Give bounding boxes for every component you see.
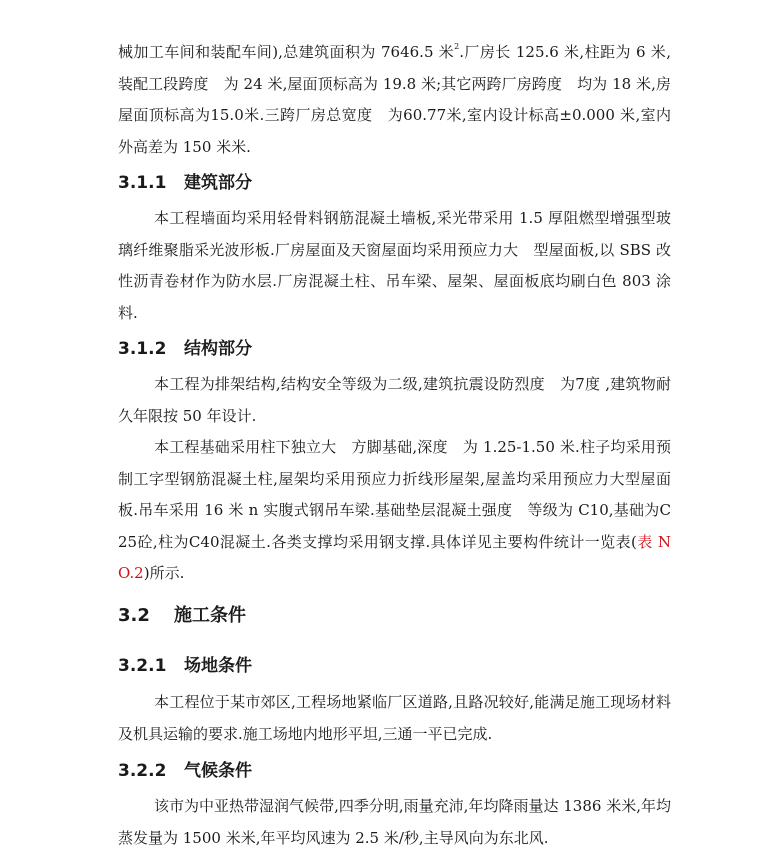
area-unit-superscript: 2 [454, 42, 460, 51]
overview-text-before: 械加工车间和装配车间),总建筑面积为 7646.5 米 [118, 43, 455, 61]
heading-3-1-2 [118, 337, 252, 361]
paragraph-architecture: 本工程墙面均采用轻骨料钢筋混凝土墙板,采光带采用 1.5 厚阻燃型增强型玻璃纤维聚脂采光波形板.厂房屋面及天窗屋面均采用预应力大 型屋面板,以 SBS 改性沥青卷材作为防水层.厂房混凝土柱、吊车梁、屋架、屋面板底均刷白色 803 涂料. [118, 209, 671, 322]
heading-3-1-1 [118, 171, 252, 195]
overview-text-after: .厂房长 125.6 米,柱距为 6 米,装配工段跨度 为 24 米,屋面顶标高为 19.8 米;其它两跨厂房跨度 均为 18 米,房屋面顶标高为15.0米.三跨厂房总宽度 为60.77米,室内设计标高±0.000 米,室内外高差为 150 米米. [118, 43, 671, 156]
paragraph-structure-2 [118, 432, 671, 590]
heading-title: 结构部分 [184, 339, 252, 359]
paragraph-site-conditions: 本工程位于某市郊区,工程场地紧临厂区道路,且路况较好,能满足施工现场材料及机具运输的要求.施工场地内地形平坦,三通一平已完成. [118, 693, 671, 743]
heading-title: 场地条件 [184, 656, 252, 676]
heading-number: 3.1.2 [118, 339, 167, 359]
heading-title: 施工条件 [174, 605, 246, 626]
structure-text-before: 本工程基础采用柱下独立大 方脚基础,深度 为 1.25-1.50 米.柱子均采用预制工字型钢筋混凝土柱,屋架均采用预应力折线形屋架,屋盖均采用预应力大型屋面板.吊车采用 16 米 n 实腹式钢吊车梁.基础垫层混凝土强度 等级为 C10,基础为C25砼,柱为C40混凝土.各类支撑均采用钢支撑.具体详见主要构件统计一览表( [118, 438, 671, 551]
paragraph-structure-1: 本工程为排架结构,结构安全等级为二级,建筑抗震设防烈度 为7度 ,建筑物耐久年限按 50 年设计. [118, 375, 671, 425]
paragraph-climate-conditions: 该市为中亚热带湿润气候带,四季分明,雨量充沛,年均降雨量达 1386 米米,年均蒸发量为 1500 米米,年平均风速为 2.5 米/秒,主导风向为东北风. [118, 797, 671, 847]
heading-title: 气候条件 [184, 761, 252, 781]
heading-number: 3.2.2 [118, 761, 167, 781]
heading-number: 3.2.1 [118, 656, 167, 676]
heading-3-2-1 [118, 654, 252, 678]
heading-number: 3.2 [118, 605, 150, 626]
heading-3-2 [118, 604, 246, 628]
heading-title: 建筑部分 [184, 173, 252, 193]
table-reference-link[interactable]: 表 NO.2 [118, 532, 671, 582]
structure-text-after: )所示. [143, 564, 185, 582]
paragraph-building-overview [118, 37, 671, 163]
heading-number: 3.1.1 [118, 173, 167, 193]
heading-3-2-2 [118, 759, 252, 783]
